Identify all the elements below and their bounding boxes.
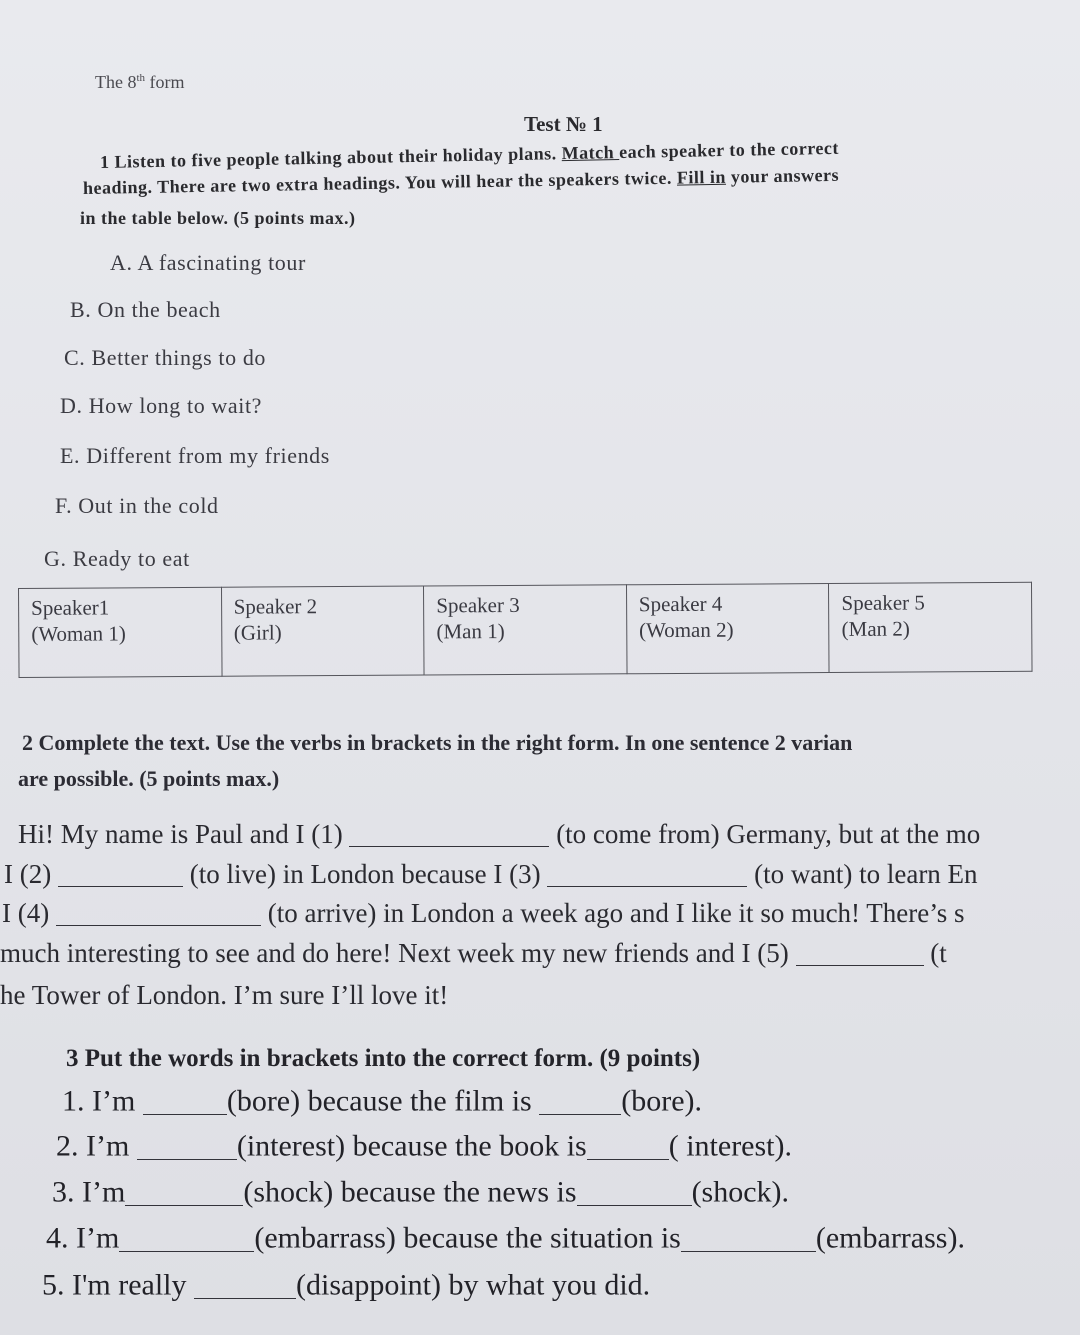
text-line-1 [18,819,980,850]
text-line-4 [0,938,947,969]
item-2-blank-a[interactable] [137,1129,237,1160]
task3-item-5 [42,1268,650,1303]
speaker-table-row [19,582,1033,677]
task3-item-1 [62,1084,702,1119]
text-line-2 [4,859,978,890]
speaker-5-cell[interactable] [829,582,1032,672]
speaker-1-cell[interactable] [19,587,222,677]
item-2-blank-b[interactable] [587,1129,669,1160]
form-prefix: The 8 [95,72,137,92]
speaker-5-who: (Man 2) [841,616,910,641]
item-5-blank[interactable] [194,1268,296,1299]
heading-g: G. Ready to eat [44,546,190,571]
item-2-end: ( interest). [668,1129,792,1163]
item-1-blank-a[interactable] [143,1084,227,1115]
item-4-end: (embarrass). [815,1221,965,1255]
form-suffix: form [145,72,185,92]
task3-heading: 3 Put the words in brackets into the correct form. (9 points) [66,1045,701,1072]
item-3-blank-a[interactable] [125,1175,243,1206]
speaker-3-cell[interactable] [424,585,627,675]
text-line-4-start: much interesting to see and do here! Next week my new friends and I (5) [0,938,796,968]
task3-item-4 [46,1221,965,1256]
heading-d: D. How long to wait? [60,393,263,418]
speaker-4-who: (Woman 2) [638,617,734,643]
item-4-middle: (embarrass) because the situation is [254,1221,681,1255]
speaker-3-label: Speaker 3 [436,592,520,618]
task1-line1-text: 1 Listen to five people talking about their holiday plans. [99,143,562,172]
item-3-blank-b[interactable] [577,1175,692,1206]
speaker-4-label: Speaker 4 [638,591,723,617]
heading-a: A. A fascinating tour [110,250,306,275]
heading-e: E. Different from my friends [60,443,330,468]
speaker-4-cell[interactable] [626,584,829,674]
blank-2[interactable] [58,859,183,887]
text-line-3-start: I (4) [2,898,56,928]
text-line-2-start: I (2) [4,859,58,889]
item-4-start: 4. I’m [46,1221,120,1255]
text-line-2-end: (to want) to learn En [747,859,978,889]
form-superscript: th [136,72,146,84]
item-4-blank-a[interactable] [119,1221,254,1252]
speaker-answer-table [18,582,1033,678]
item-1-blank-b[interactable] [539,1084,621,1115]
text-line-5: he Tower of London. I’m sure I’ll love it! [0,980,449,1010]
speaker-1-who: (Woman 1) [31,621,126,646]
speaker-2-cell[interactable] [221,586,424,676]
text-line-1-end: (to come from) Germany, but at the mo [549,819,981,849]
text-line-3 [2,898,965,929]
item-5-start: 5. I'm really [42,1268,195,1302]
blank-1[interactable] [349,819,549,847]
text-line-2-middle: (to live) in London because I (3) [182,859,548,889]
task1-line2-end: your answers [725,164,840,187]
item-1-start: 1. I’m [62,1084,143,1118]
task1-line2-text: heading. There are two extra headings. You will hear the speakers twice. [82,167,678,198]
speaker-1-label: Speaker1 [31,595,110,620]
text-line-4-end: (t [923,938,947,968]
blank-5[interactable] [796,938,924,966]
text-line-3-end: (to arrive) in London a week ago and I like it so much! There’s s [260,898,965,928]
speaker-3-who: (Man 1) [436,619,505,644]
item-3-start: 3. I’m [52,1175,126,1209]
text-line-1-start: Hi! My name is Paul and I (1) [18,819,350,849]
heading-f: F. Out in the cold [55,493,219,518]
task1-match-word: Match [561,142,620,164]
item-1-end: (bore). [621,1084,703,1118]
speaker-5-label: Speaker 5 [841,590,925,615]
task2-line2: are possible. (5 points max.) [18,766,280,791]
blank-4[interactable] [56,898,261,926]
task3-item-3 [52,1175,789,1210]
form-label [95,72,185,93]
test-title: Test № 1 [524,112,603,136]
item-2-middle: (interest) because the book is [236,1129,587,1163]
speaker-2-label: Speaker 2 [233,594,318,619]
blank-3[interactable] [547,859,747,887]
task1-fill-in-word: Fill in [676,166,727,188]
task2-line1: 2 Complete the text. Use the verbs in brackets in the right form. In one sentence 2 varian [22,730,853,755]
item-1-middle: (bore) because the film is [226,1084,540,1118]
heading-b: B. On the beach [70,297,221,322]
task3-item-2 [56,1129,792,1164]
task1-line3: in the table below. (5 points max.) [80,208,356,228]
heading-c: C. Better things to do [64,345,267,370]
task1-line1-end: each speaker to the correct [618,137,840,163]
item-2-start: 2. I’m [56,1129,137,1163]
item-3-end: (shock). [691,1175,790,1209]
item-5-end: (disappoint) by what you did. [296,1268,651,1302]
item-3-middle: (shock) because the news is [243,1175,577,1209]
speaker-2-who: (Girl) [233,620,282,645]
item-4-blank-b[interactable] [681,1221,816,1252]
